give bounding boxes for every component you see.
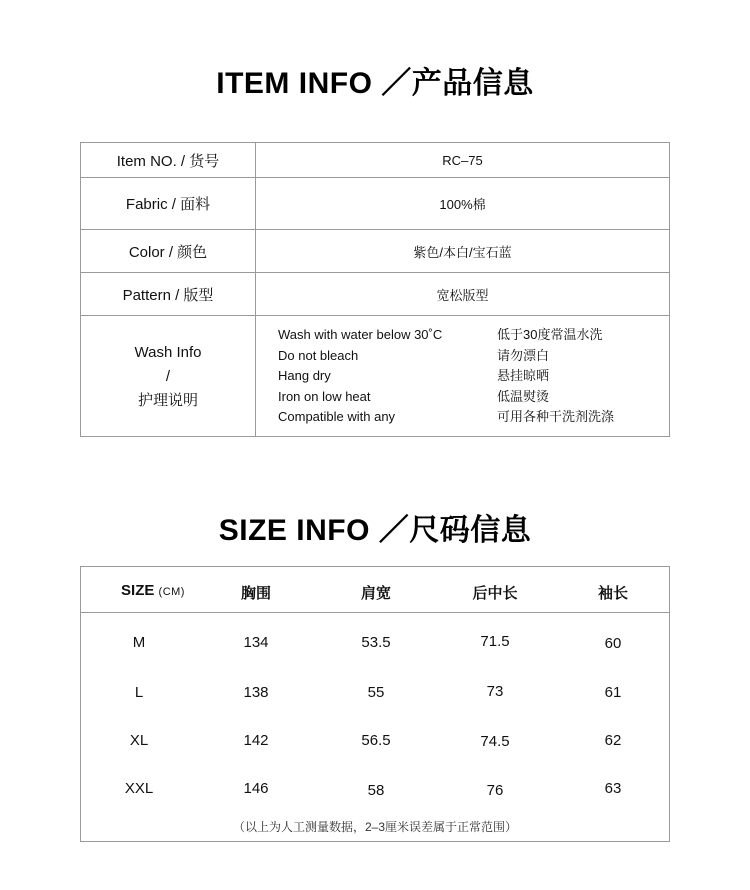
size-cell-shoulder: 53.5: [361, 634, 391, 651]
size-header-shoulder: 肩宽: [360, 585, 391, 602]
wash-label-cn: 护理说明: [137, 391, 198, 409]
size-cell-back-length: 76: [486, 782, 504, 799]
size-header-row: [81, 567, 669, 613]
size-cell-chest: 134: [243, 634, 269, 651]
size-header-chest: 胸围: [240, 585, 271, 602]
wash-line-cn: 请勿漂白: [497, 347, 550, 363]
size-header-label: SIZE: [121, 582, 155, 599]
size-header-back-length: 后中长: [472, 585, 518, 602]
wash-info-label: [81, 316, 256, 437]
size-measurement-note: （以上为人工测量数据，2–3厘米误差属于正常范围）: [232, 820, 518, 834]
wash-line-en: Do not bleach: [278, 347, 359, 363]
color-value: 紫色/本白/宝石蓝: [413, 244, 512, 260]
size-cell-sleeve: 61: [604, 684, 622, 701]
size-cell-chest: 142: [243, 732, 269, 749]
wash-line-en: Compatible with any: [278, 409, 396, 424]
item-row-pattern: [81, 273, 669, 316]
item-info-table: [80, 142, 670, 437]
size-cell-size: XXL: [124, 780, 154, 797]
size-cell-shoulder: 58: [367, 782, 385, 799]
size-cell-back-length: 73: [486, 683, 504, 700]
fabric-value: 100%棉: [439, 197, 486, 212]
item-number-label: Item NO. / 货号: [81, 143, 256, 177]
size-info-table: [80, 566, 670, 842]
size-cell-sleeve: 62: [604, 732, 622, 749]
size-header-sleeve: 袖长: [597, 585, 628, 602]
item-number-value: RC–75: [442, 152, 483, 168]
size-cell-shoulder: 55: [367, 684, 385, 701]
size-cell-shoulder: 56.5: [361, 732, 391, 749]
item-row-wash: [81, 316, 669, 437]
size-cell-size: XL: [129, 732, 149, 749]
fabric-label: Fabric / 面料: [81, 178, 256, 229]
size-info-title: SIZE INFO ／尺码信息: [218, 514, 532, 547]
wash-line-en: Hang dry: [278, 368, 331, 383]
wash-line-cn: 可用各种干洗剂洗涤: [497, 409, 615, 424]
size-cell-sleeve: 63: [604, 780, 622, 797]
size-cell-back-length: 71.5: [480, 633, 510, 650]
item-row-color: [81, 230, 669, 273]
item-row-number: [81, 143, 669, 178]
wash-line-cn: 低于30度常温水洗: [497, 327, 603, 342]
size-cell-size: M: [132, 634, 146, 651]
pattern-label: Pattern / 版型: [81, 273, 256, 315]
item-info-title: ITEM INFO ／产品信息: [216, 67, 534, 100]
wash-label-en: Wash Info: [134, 343, 202, 361]
size-cell-chest: 138: [243, 684, 269, 701]
item-row-fabric: [81, 178, 669, 230]
wash-line-cn: 悬挂晾晒: [497, 368, 550, 383]
size-header-size: [93, 582, 213, 599]
wash-instructions: [278, 325, 614, 428]
pattern-value: 宽松版型: [436, 287, 489, 303]
color-label: Color / 颜色: [81, 230, 256, 272]
wash-line-en: Wash with water below 30˚C: [278, 327, 443, 342]
size-cell-back-length: 74.5: [480, 733, 510, 750]
size-cell-size: L: [134, 684, 144, 701]
wash-line-en: Iron on low heat: [278, 388, 371, 404]
wash-line-cn: 低温熨烫: [497, 388, 550, 404]
size-cell-chest: 146: [243, 780, 269, 797]
size-header-unit: (CM): [158, 586, 185, 598]
size-cell-sleeve: 60: [604, 635, 622, 652]
wash-label-separator: /: [165, 367, 171, 385]
